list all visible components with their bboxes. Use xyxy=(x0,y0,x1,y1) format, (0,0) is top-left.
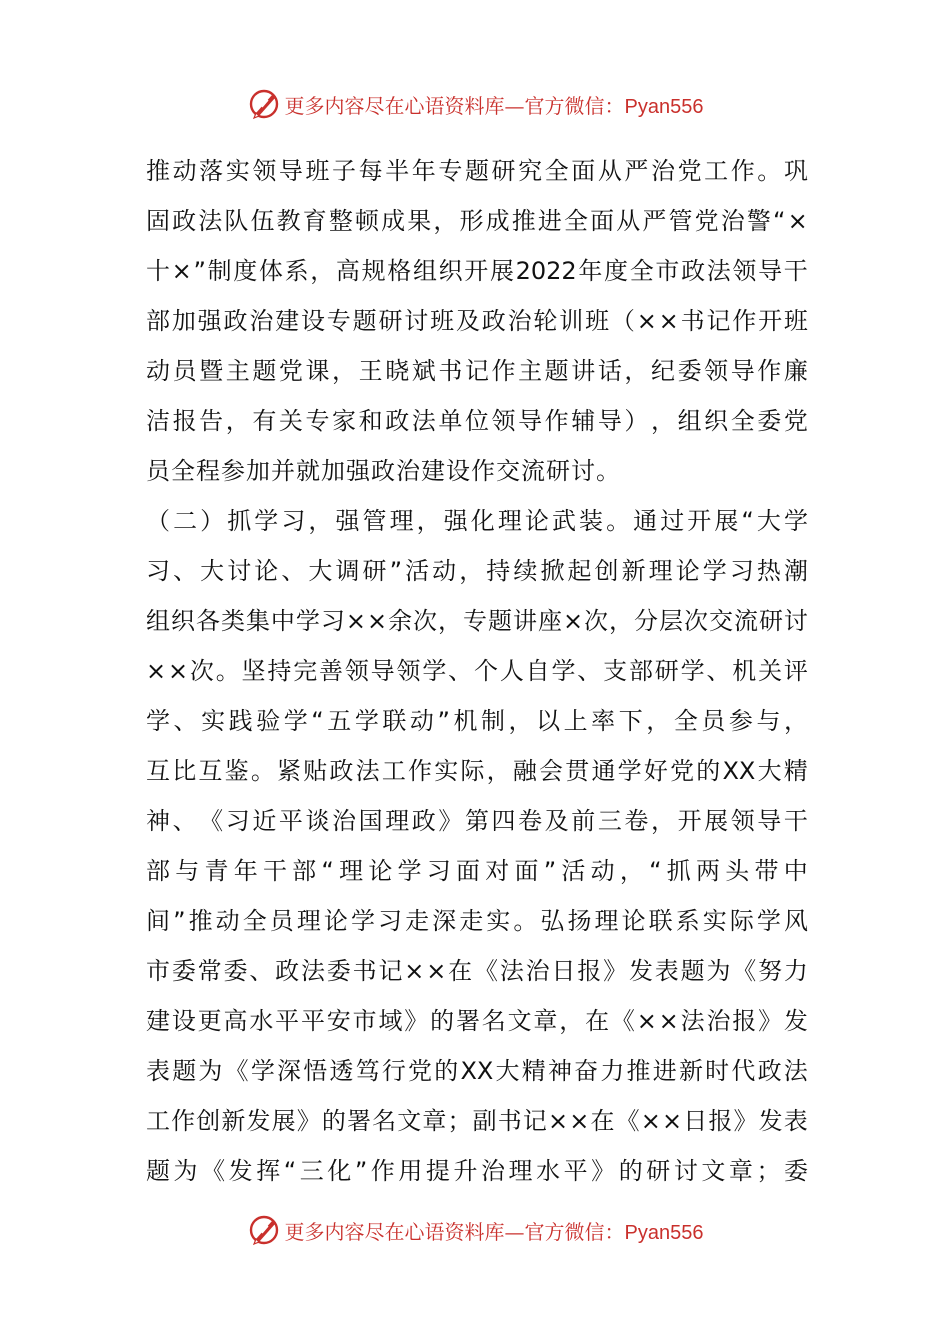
footer-wechat-id: Pyan556 xyxy=(624,1221,704,1244)
body-line: 组 织 各 类 集 中 学 习 × × 余 次 ， 专 题 讲 座 × 次 ， 分 层 次 交 流 研 讨 xyxy=(146,607,808,635)
body-line: 学 、 实 践 验 学 “ 五 学 联 动 ” 机 制 ， 以 上 率 下 ， 全 员 参 与 ， xyxy=(146,707,808,735)
body-line: 员全程参加并就加强政治建设作交流研讨。 xyxy=(146,457,621,485)
body-line: 建 设 更 高 水 平 平 安 市 域 》 的 署 名 文 章 ， 在 《 × × 法 治 报 》 发 xyxy=(146,1007,808,1035)
header-banner xyxy=(0,84,950,124)
body-line: 习 、 大 讨 论 、 大 调 研 ” 活 动 ， 持 续 掀 起 创 新 理 论 学 习 热 潮 xyxy=(146,557,808,585)
body-line: 洁 报 告 ， 有 关 专 家 和 政 法 单 位 领 导 作 辅 导 ） ， 组 织 全 委 党 xyxy=(146,407,808,435)
pen-circle-logo-icon xyxy=(247,1213,281,1247)
body-line: 动 员 暨 主 题 党 课 ， 王 晓 斌 书 记 作 主 题 讲 话 ， 纪 委 领 导 作 廉 xyxy=(146,357,808,385)
body-line: 推 动 落 实 领 导 班 子 每 半 年 专 题 研 究 全 面 从 严 治 党 工 作 。 巩 xyxy=(146,157,808,185)
body-line: （ 二 ） 抓 学 习 ， 强 管 理 ， 强 化 理 论 武 装 。 通 过 开 展 “ 大 学 xyxy=(146,507,808,535)
body-line: 部 与 青 年 干 部 “ 理 论 学 习 面 对 面 ” 活 动 ， “ 抓 两 头 带 中 xyxy=(146,857,808,885)
document-body xyxy=(146,146,808,1196)
pen-circle-logo-icon xyxy=(247,87,281,121)
body-line: 间 ” 推 动 全 员 理 论 学 习 走 深 走 实 。 弘 扬 理 论 联 系 实 际 学 风 xyxy=(146,907,808,935)
body-line: 部 加 强 政 治 建 设 专 题 研 讨 班 及 政 治 轮 训 班 （ × × 书 记 作 开 班 xyxy=(146,307,808,335)
footer-text: 更多内容尽在心语资料库—官方微信：Pyan556 xyxy=(284,1219,704,1244)
body-line: 工 作 创 新 发 展 》 的 署 名 文 章 ； 副 书 记 × × 在 《 × × 日 报 》 发 表 xyxy=(146,1107,808,1135)
body-line: 市 委 常 委 、 政 法 委 书 记 × × 在 《 法 治 日 报 》 发 表 题 为 《 努 力 xyxy=(146,957,808,985)
body-line: 固 政 法 队 伍 教 育 整 顿 成 果 ， 形 成 推 进 全 面 从 严 管 党 治 警 “ × xyxy=(146,207,808,235)
body-line: 十 × ” 制 度 体 系 ， 高 规 格 组 织 开 展 2022 年 度 全 市 政 法 领 导 干 xyxy=(146,257,808,285)
body-line: 互 比 互 鉴 。 紧 贴 政 法 工 作 实 际 ， 融 会 贯 通 学 好 党 的 XX 大 精 xyxy=(146,757,808,785)
body-line: × × 次 。 坚 持 完 善 领 导 领 学 、 个 人 自 学 、 支 部 研 学 、 机 关 评 xyxy=(146,657,808,685)
body-line: 表 题 为 《 学 深 悟 透 笃 行 党 的 XX 大 精 神 奋 力 推 进 新 时 代 政 法 xyxy=(146,1057,808,1085)
body-line: 神 、 《 习 近 平 谈 治 国 理 政 》 第 四 卷 及 前 三 卷 ， 开 展 领 导 干 xyxy=(146,807,808,835)
body-line: 题 为 《 发 挥 “ 三 化 ” 作 用 提 升 治 理 水 平 》 的 研 讨 文 章 ； 委 xyxy=(146,1157,808,1185)
header-text: 更多内容尽在心语资料库—官方微信：Pyan556 xyxy=(284,93,704,118)
header-wechat-id: Pyan556 xyxy=(624,95,704,118)
footer-banner xyxy=(0,1210,950,1250)
